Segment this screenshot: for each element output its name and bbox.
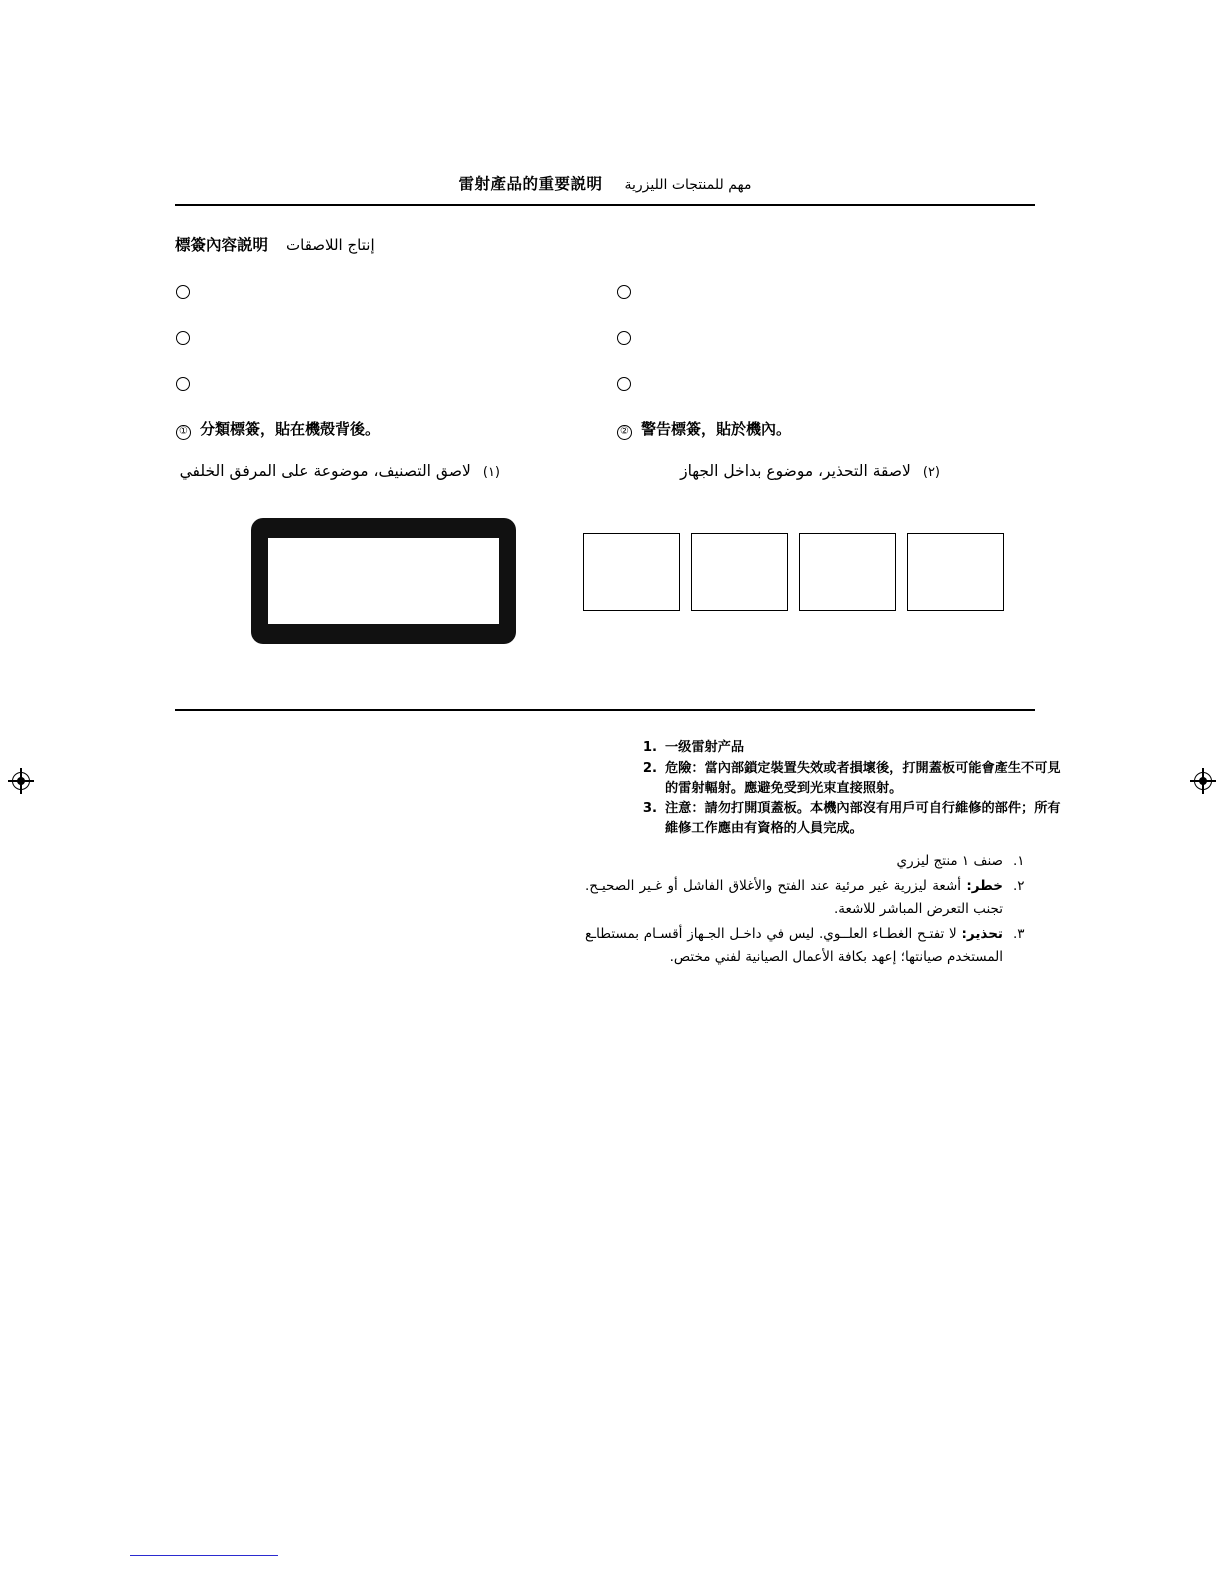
circled-number-2: ② (617, 425, 632, 440)
registration-mark-dot (17, 777, 25, 785)
bullet-right-1 (617, 285, 631, 299)
note-text: صنف ١ منتج ليزري (896, 853, 1003, 869)
caption-right-cn (617, 418, 791, 440)
note-number: ١. (1013, 853, 1025, 869)
registration-mark-left (8, 768, 34, 794)
warning-label-box-1 (583, 533, 680, 611)
note-item-ar (585, 875, 1035, 921)
note-item-cn (637, 759, 1067, 799)
caption-right-cn-text: 警告標簽，貼於機內。 (641, 420, 792, 438)
warning-label-box-2 (691, 533, 788, 611)
note-item-cn (637, 799, 1067, 839)
footer-divider (175, 709, 1035, 711)
registration-mark-right (1190, 768, 1216, 794)
note-text: 一级雷射产品 (665, 740, 745, 755)
note-item-ar (585, 850, 1035, 873)
registration-mark-dot (1199, 777, 1207, 785)
classification-label-inner (268, 538, 499, 624)
paren-number-2: (٢) (922, 465, 940, 480)
note-text: 危險：當內部鎖定裝置失效或者損壞後，打開蓋板可能會產生不可見的雷射輻射。應避免受到光束直接照射。 (665, 760, 1061, 796)
note-text (585, 923, 1003, 969)
notes-list-cn (637, 738, 1067, 840)
caption-left-cn (176, 418, 380, 440)
footer-marker-line (130, 1555, 278, 1556)
caption-left-ar-text: لاصق التصنيف، موضوعة على المرفق الخلفي (179, 462, 471, 480)
note-number: ٣. (1013, 925, 1025, 942)
page-header (175, 172, 1035, 194)
note-number: 3. (642, 801, 657, 817)
note-item-cn (637, 738, 1067, 758)
note-body: أشعة ليزرية غير مرئية عند الفتح والأغلاق الفاشل أو غـير الصحيـح. تجنب التعرض المباشر للاشعة. (585, 877, 1003, 917)
section-title (175, 233, 375, 255)
header-title-cn: 雷射產品的重要説明 (458, 175, 603, 193)
paren-number-1: (١) (482, 465, 500, 480)
caption-right-ar-text: لاصقة التحذير، موضوع بداخل الجهاز (680, 462, 911, 480)
warning-label-box-4 (907, 533, 1004, 611)
circled-number-1: ① (176, 425, 191, 440)
caption-left-cn-text: 分類標簽，貼在機殻背後。 (200, 420, 381, 438)
bullet-left-2 (176, 331, 190, 345)
note-body: لا تفتـح الغطـاء العلــوي. ليس في داخـل الجـهاز أقسـام بمستطاـع المستخدم صيانتها؛ إعهد بكافة الأعمال الصيانية لفني مختص. (585, 925, 1003, 965)
header-divider (175, 204, 1035, 206)
bullet-right-2 (617, 331, 631, 345)
bullet-left-3 (176, 377, 190, 391)
bullet-left-1 (176, 285, 190, 299)
note-keyword: خطر: (966, 877, 1004, 894)
bullet-right-3 (617, 377, 631, 391)
note-text (585, 875, 1003, 921)
notes-list-ar (585, 850, 1035, 971)
classification-label-artwork (251, 518, 516, 644)
warning-label-box-3 (799, 533, 896, 611)
note-keyword: تحذير: (961, 925, 1003, 942)
note-item-ar (585, 923, 1035, 969)
note-number: ٢. (1013, 877, 1025, 894)
caption-left-ar (180, 462, 500, 480)
caption-right-ar (680, 462, 940, 480)
header-title-ar: مهم للمنتجات الليزرية (624, 177, 752, 193)
note-number: 2. (642, 760, 657, 776)
note-number: 1. (642, 740, 657, 755)
section-title-cn: 標簽內容説明 (175, 236, 269, 254)
note-text: 注意：請勿打開頂蓋板。本機內部沒有用戶可自行維修的部件；所有維修工作應由有資格的人員完成。 (665, 801, 1061, 837)
section-title-ar: إنتاج اللاصقات (286, 236, 375, 254)
